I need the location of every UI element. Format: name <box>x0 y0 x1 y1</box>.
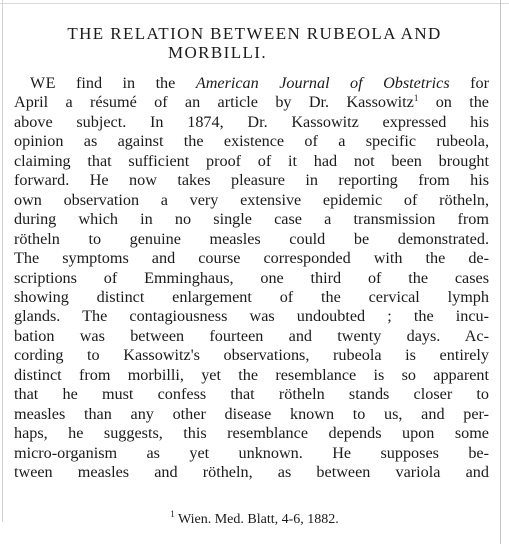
body-line <box>14 405 489 423</box>
footnote-reference: 1 <box>413 93 419 104</box>
body-line <box>14 327 489 345</box>
line-text: claiming that sufficient proof of it had not been brought <box>14 151 489 170</box>
line-text: distinct from morbilli, yet the resemblance is so apparent <box>14 365 489 384</box>
left-border <box>2 0 3 522</box>
body-line <box>30 74 489 93</box>
body-line <box>14 346 489 364</box>
line-text: opinion as against the existence of a specific rubeola, <box>14 132 489 151</box>
line-text: micro-organism as yet unknown. He supposes be- <box>14 443 489 462</box>
line-text: rötheln to genuine measles could be demonstrated. <box>14 229 489 248</box>
body-line <box>14 385 489 403</box>
line-text: cording to Kassowitz's observations, rubeola is entirely <box>14 346 489 365</box>
body-line <box>14 113 489 131</box>
line-text: tween measles and rötheln, as between variola and <box>14 463 489 481</box>
line-text: own observation a very extensive epidemic of rötheln, <box>14 190 489 209</box>
body-line <box>14 93 489 111</box>
line-text: E find in the <box>45 74 196 92</box>
line-text: bation was between fourteen and twenty days. Ac- <box>14 326 489 345</box>
top-border <box>0 3 509 4</box>
line-text: scriptions of Emminghaus, one third of the cases <box>14 268 489 287</box>
body-line <box>14 424 489 442</box>
body-line <box>14 366 489 384</box>
line-text: The symptoms and course corresponded with the de- <box>14 249 489 268</box>
line-text: that he must confess that rötheln stands closer to <box>14 385 489 404</box>
line-text: showing distinct enlargement of the cervical lymph <box>14 287 489 306</box>
body-line <box>14 132 489 150</box>
line-text: during which in no single case a transmission from <box>14 210 489 229</box>
line-text: forward. He now takes pleasure in reporting from his <box>14 171 489 190</box>
line-text: haps, he suggests, this resemblance depends upon some <box>14 424 489 443</box>
line-text: above subject. In 1874, Dr. Kassowitz expressed his <box>14 112 489 131</box>
line-text: glands. The contagiousness was undoubted ; the incu- <box>14 307 489 326</box>
line-text: April a résumé of an article by Dr. Kassowitz <box>14 93 414 112</box>
body-line <box>14 444 489 462</box>
body-line <box>14 191 489 209</box>
body-line <box>14 171 489 189</box>
drop-cap: W <box>30 75 46 92</box>
body-line <box>14 152 489 170</box>
line-text-tail: for <box>449 74 489 92</box>
body-line <box>14 463 489 481</box>
footnote-text: Wien. Med. Blatt, 4-6, 1882. <box>174 512 339 527</box>
body-line <box>14 249 489 267</box>
line-text-tail: on the <box>418 93 489 112</box>
journal-name: American Journal of Obstetrics <box>195 74 450 92</box>
line-text: measles than any other disease known to us, and per- <box>14 404 489 423</box>
article-title-line-1: THE RELATION BETWEEN RUBEOLA AND <box>67 24 442 43</box>
body-line <box>14 307 489 325</box>
right-border <box>500 0 501 544</box>
body-line <box>14 269 489 287</box>
body-line <box>14 288 489 306</box>
body-line <box>14 230 489 248</box>
article-title-line-2: MORBILLI. <box>167 43 267 62</box>
body-line <box>14 210 489 228</box>
footnote-mark: 1 <box>170 509 175 519</box>
footnote <box>0 509 509 528</box>
